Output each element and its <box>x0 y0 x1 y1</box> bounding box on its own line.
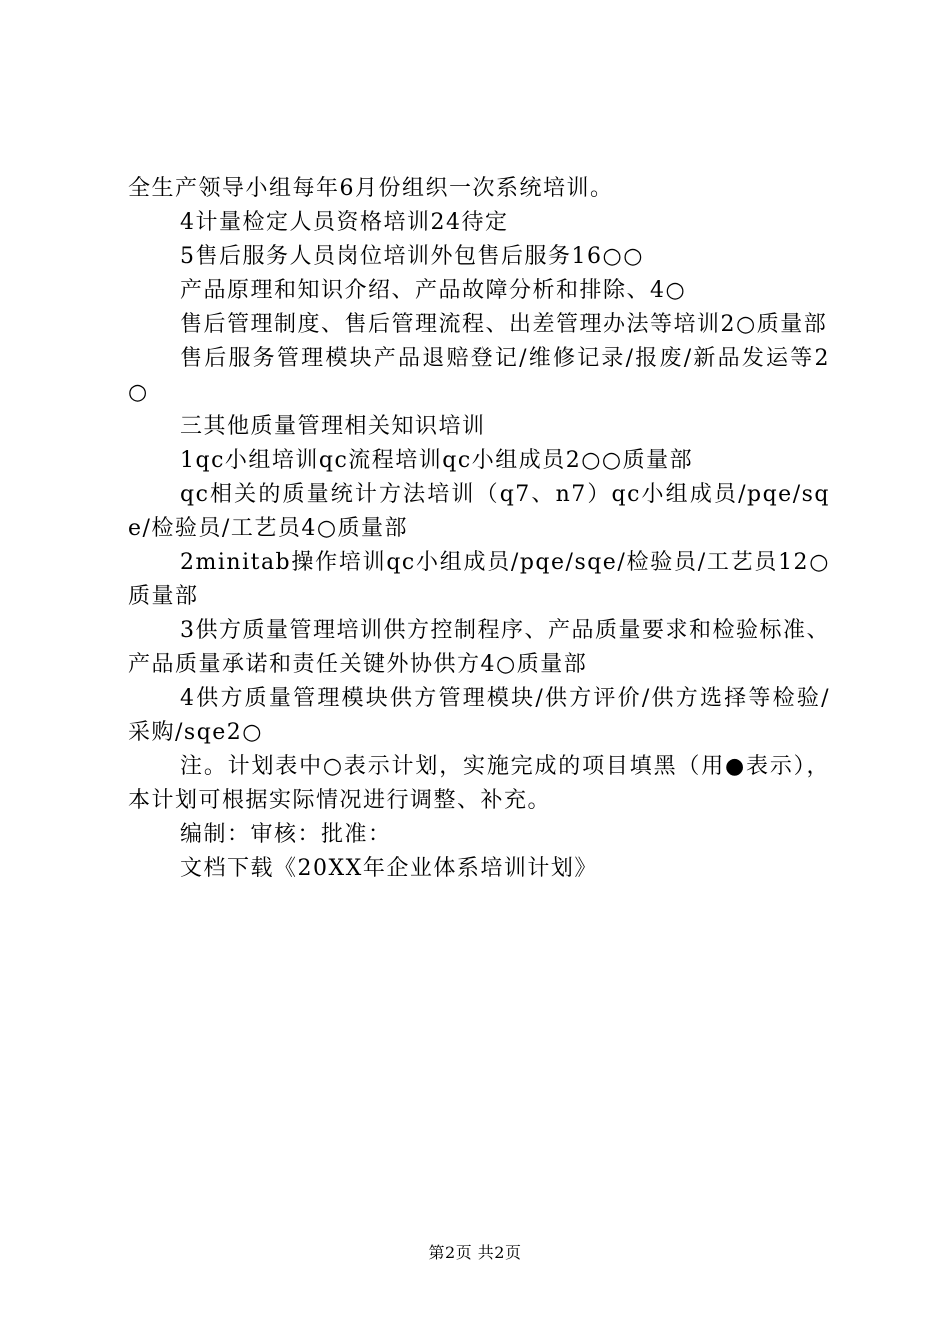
body-paragraph: 1qc小组培训qc流程培训qc小组成员2○○质量部 <box>180 448 694 473</box>
body-paragraph: 4供方质量管理模块供方管理模块/供方评价/供方选择等检验/采购/sqe2○ <box>128 686 830 745</box>
body-paragraph: 2minitab操作培训qc小组成员/pqe/sqe/检验员/工艺员12○质量部 <box>128 550 830 609</box>
body-paragraph: 3供方质量管理培训供方控制程序、产品质量要求和检验标准、产品质量承诺和责任关键外协供方4○质量部 <box>128 618 830 677</box>
document-download-line: 文档下载《20XX年企业体系培训计划》 <box>180 856 598 881</box>
body-paragraph: 5售后服务人员岗位培训外包售后服务16○○ <box>180 244 644 269</box>
body-paragraph: 售后管理制度、售后管理流程、出差管理办法等培训2○质量部 <box>180 312 828 337</box>
body-paragraph: 4计量检定人员资格培训24待定 <box>180 210 509 235</box>
body-paragraph: 全生产领导小组每年6月份组织一次系统培训。 <box>128 176 614 201</box>
page-number-footer: 第2页 共2页 <box>428 1243 522 1262</box>
body-paragraph: qc相关的质量统计方法培训（q7、n7）qc小组成员/pqe/sqe/检验员/工艺员4○质量部 <box>128 482 830 541</box>
note-paragraph: 注。计划表中○表示计划，实施完成的项目填黑（用●表示），本计划可根据实际情况进行调整、补充。 <box>128 754 830 813</box>
section-heading: 三其他质量管理相关知识培训 <box>180 414 486 439</box>
body-paragraph: 产品原理和知识介绍、产品故障分析和排除、4○ <box>180 278 687 303</box>
signature-line: 编制：审核：批准： <box>180 822 392 847</box>
body-paragraph: 售后服务管理模块产品退赔登记/维修记录/报废/新品发运等2○ <box>128 346 830 405</box>
document-body <box>128 172 830 886</box>
